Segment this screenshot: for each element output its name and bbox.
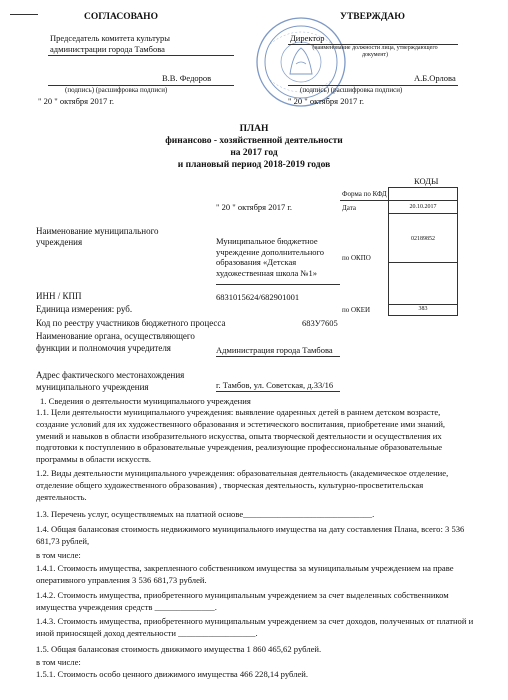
founder-rule [216, 356, 340, 357]
section-1-heading: 1. Сведения о деятельности муниципального учреждения [40, 396, 251, 406]
incl-2: в том числе: [36, 657, 81, 667]
right-approval-date: " 20 " октября 2017 г. [288, 96, 364, 106]
right-role-hint: (наименование должности лица, утверждающего документ) [312, 45, 438, 58]
registry-value: 683У7605 [302, 318, 338, 328]
left-approval-heading: СОГЛАСОВАНО [84, 12, 158, 22]
founder-value: Администрация города Тамбова [216, 345, 333, 355]
founder-label: Наименование органа, осуществляющего функции и полномочия учредителя [36, 331, 195, 353]
section-1-4-2: 1.4.2. Стоимость имущества, приобретенного муниципальным учреждением за счет выделенных собственником имущества учреждения средств ______________. [36, 590, 449, 612]
registry-label: Код по реестру участников бюджетного процесса [36, 318, 226, 328]
codes-rule-top [388, 187, 458, 188]
codes-header: КОДЫ [414, 176, 439, 186]
date-label: Дата [342, 204, 356, 212]
left-approval-org-line1: Председатель комитета культуры [50, 33, 170, 43]
codes-rule-3 [388, 262, 458, 263]
right-approval-name: А.Б.Орлова [414, 73, 456, 83]
okpo-label: по ОКПО [342, 254, 371, 262]
plan-title: ПЛАН [239, 124, 269, 134]
inn-value: 6831015624/682901001 [216, 292, 300, 302]
left-org-underline [48, 55, 234, 56]
plan-subtitle: финансово - хозяйственной деятельности [165, 136, 343, 146]
left-approval-org-line2: администрации города Тамбова [50, 44, 165, 54]
okei-value: 383 [418, 306, 428, 312]
corner-mark [10, 14, 38, 15]
section-1-1: 1.1. Цели деятельности муниципального учреждения: выявление одаренных детей в раннем детском возрасте, создание условий для их художественного образования и эстетического воспитания, приобретение ими знаний, умений и навыков в области изобразительного искусства, опыта творческой деятельности и осуществления их подготовки к поступлению в образовательные учреждения, реализующие профессиональные образовательные программы в области искусств. [36, 407, 446, 465]
codes-rule-4 [388, 304, 458, 305]
inn-label: ИНН / КПП [36, 291, 82, 301]
right-approval-org: Директор [290, 33, 325, 43]
section-1-4: 1.4. Общая балансовая стоимость недвижимого муниципального имущества на дату составления Плана, всего: 3 536 681,73 рублей, [36, 524, 465, 546]
okei-label: по ОКЕИ [342, 306, 371, 314]
section-1-5-1: 1.5.1. Стоимость особо ценного движимого имущества 466 228,14 рублей. [36, 669, 309, 679]
left-approval-name: В.В. Федоров [162, 73, 212, 83]
section-1-4-1: 1.4.1. Стоимость имущества, закрепленного собственником имущества за муниципальным учреждением на праве оперативного управления 3 536 681,73 рублей. [36, 563, 454, 585]
section-1-5: 1.5. Общая балансовая стоимость движимого имущества 1 860 465,62 рублей. [36, 644, 322, 654]
institution-value: Муниципальное бюджетное учреждение дополнительного образования «Детская художественная школа №1» [216, 236, 325, 278]
form-label: Форма по КФД [342, 190, 387, 198]
incl-1: в том числе: [36, 550, 81, 560]
address-rule [216, 391, 340, 392]
left-approval-date: " 20 " октября 2017 г. [38, 96, 114, 106]
section-1-4-3: 1.4.3. Стоимость имущества, приобретенного муниципальным учреждением за счет доходов, полученных от платной и иной приносящей доход деятельности __________________. [36, 616, 474, 638]
header-date: " 20 " октября 2017 г. [216, 202, 292, 212]
institution-rule [216, 284, 340, 285]
address-label: Адрес фактического местонахождения муниципального учреждения [36, 370, 185, 392]
left-sign-hint: (подпись) (расшифровка подписи) [65, 86, 168, 94]
plan-year: на 2017 год [230, 148, 278, 158]
institution-label: Наименование муниципального учреждения [36, 226, 159, 247]
codes-rule-5 [388, 315, 458, 316]
codes-rule-left-ext [340, 200, 388, 201]
date-value: 20.10.2017 [409, 204, 437, 210]
okpo-value: 02189852 [411, 236, 435, 242]
codes-rule-2 [388, 213, 458, 214]
plan-period: и плановый период 2018-2019 годов [177, 160, 331, 170]
right-sign-hint: (подпись) (расшифровка подписи) [300, 86, 403, 94]
unit-label: Единица измерения: руб. [36, 304, 133, 314]
section-1-2: 1.2. Виды деятельности муниципального учреждения: образовательная деятельность (академическое отделение, отделение общего художественного образования) , творческая деятельность, культурно-просветительская деятельность. [36, 468, 449, 502]
right-approval-heading: УТВЕРЖДАЮ [340, 12, 405, 22]
codes-rule-1 [388, 200, 458, 201]
address-value: г. Тамбов, ул. Советская, д.33/16 [216, 380, 334, 390]
section-1-3: 1.3. Перечень услуг, осуществляемых на платной основе______________________________. [36, 509, 375, 519]
